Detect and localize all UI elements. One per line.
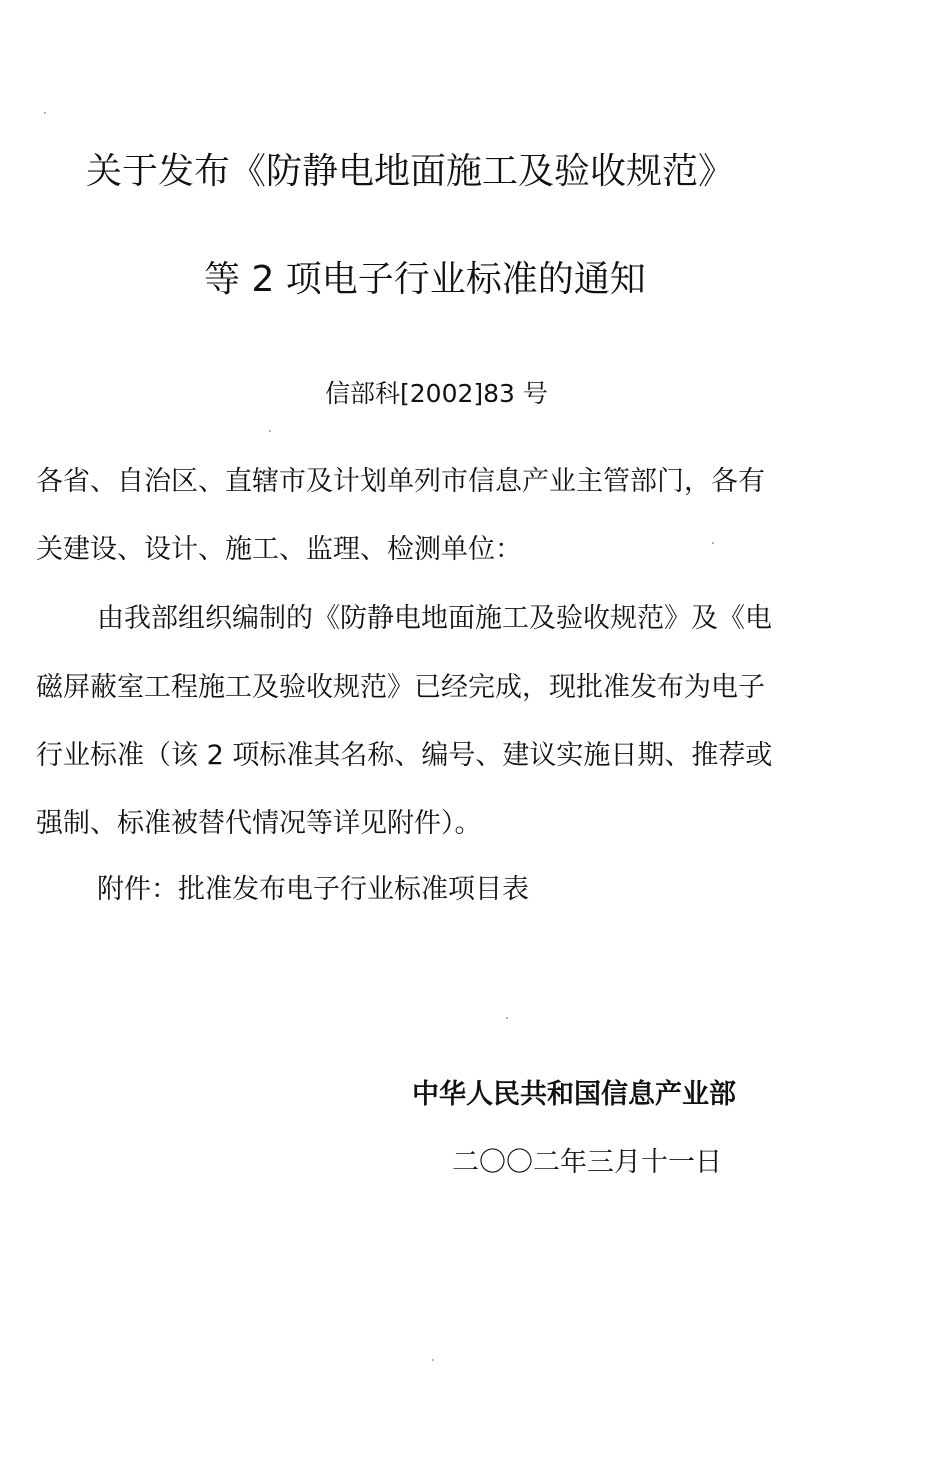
issuer-signature: 中华人民共和国信息产业部 — [412, 1079, 736, 1110]
scan-speck — [712, 542, 714, 544]
attachment-line: 附件：批准发布电子行业标准项目表 — [97, 874, 529, 905]
document-number: 信部科[2002]83 号 — [325, 379, 548, 408]
body-line-addressees-cont: 关建设、设计、施工、监理、检测单位： — [36, 534, 522, 565]
title-line-1: 关于发布《防静电地面施工及验收规范》 — [86, 151, 735, 192]
scan-speck — [506, 1017, 508, 1019]
scan-speck — [44, 112, 46, 114]
title-line-2: 等 2 项电子行业标准的通知 — [204, 259, 646, 300]
scan-speck — [269, 430, 271, 432]
body-line-addressees: 各省、自治区、直辖市及计划单列市信息产业主管部门，各有 — [36, 466, 765, 497]
body-line-paragraph: 磁屏蔽室工程施工及验收规范》已经完成，现批准发布为电子 — [36, 672, 765, 703]
scan-speck — [432, 1359, 434, 1361]
body-line-paragraph: 行业标准（该 2 项标准其名称、编号、建议实施日期、推荐或 — [36, 740, 773, 771]
body-line-paragraph-end: 强制、标准被替代情况等详见附件）。 — [36, 808, 482, 839]
body-line-paragraph-start: 由我部组织编制的《防静电地面施工及验收规范》及《电 — [97, 603, 772, 634]
issue-date: 二〇〇二年三月十一日 — [452, 1147, 722, 1178]
